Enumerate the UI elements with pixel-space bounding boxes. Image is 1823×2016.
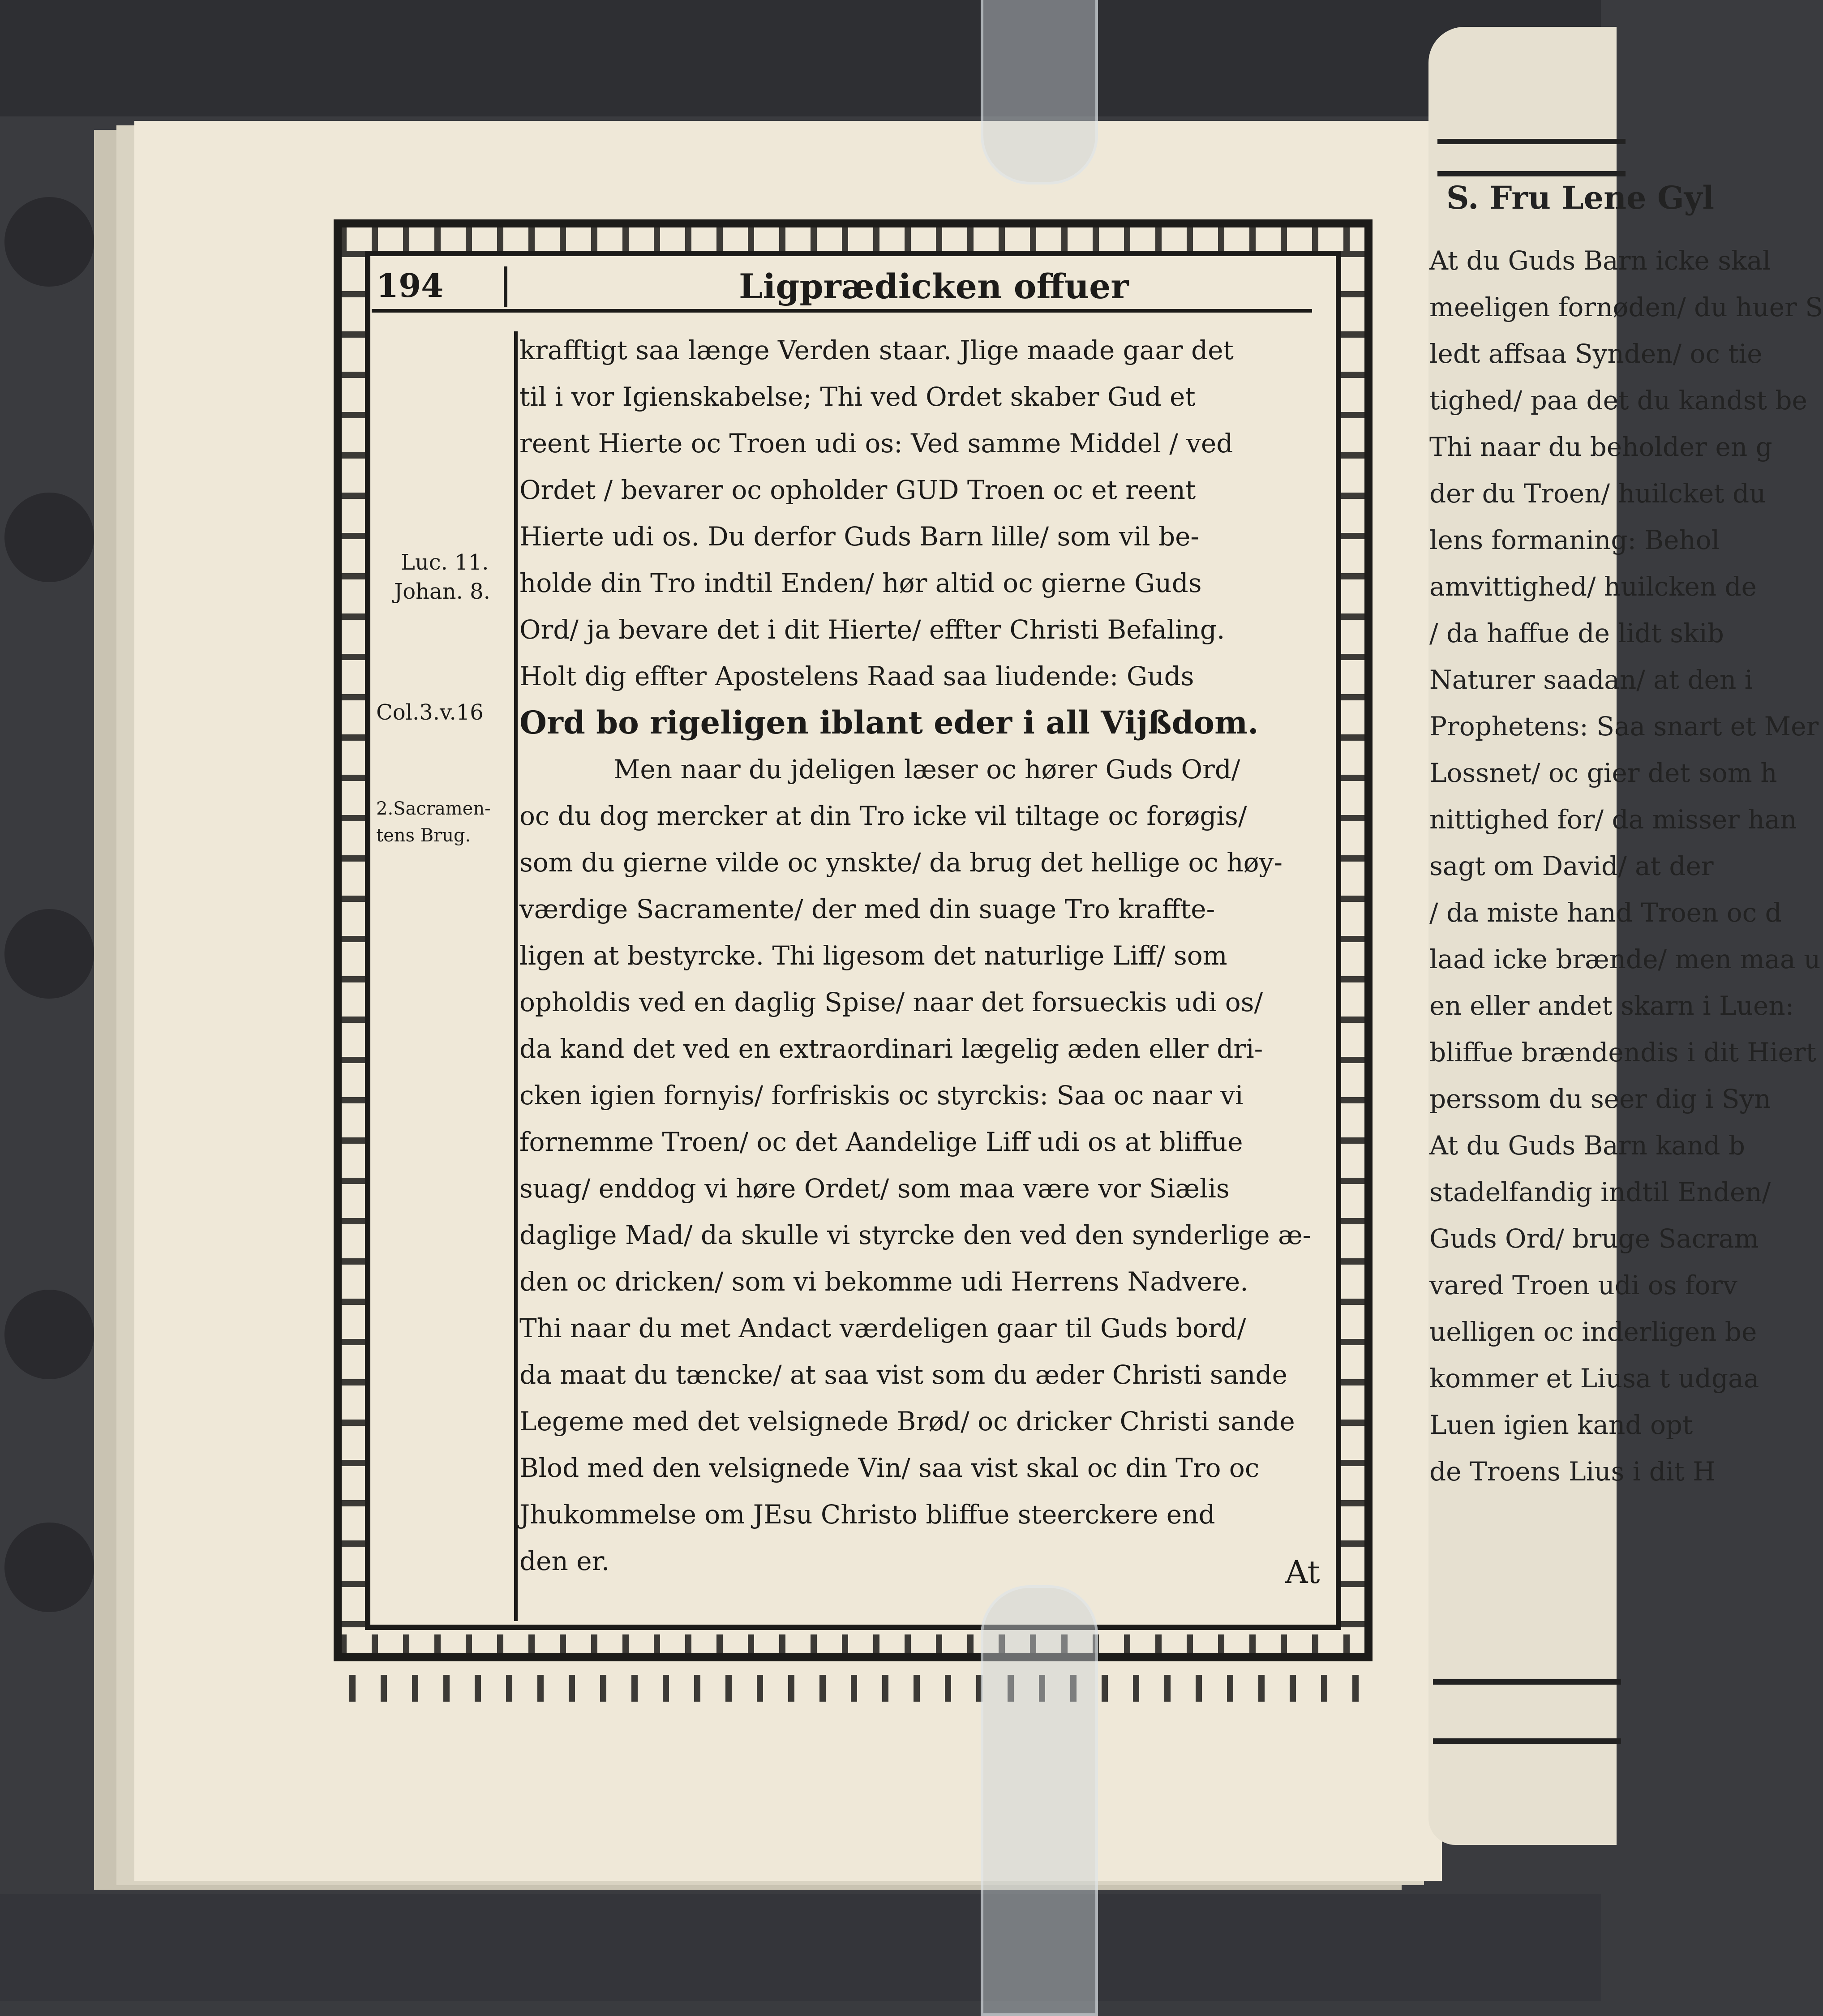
text-line: reent Hierte oc Troen udi os: Ved samme Middel / ved [519,428,1233,459]
text-line: krafftigt saa længe Verden staar. Jlige maade gaar det [519,335,1234,365]
right-page-line: en eller andet skarn i Luen: [1429,991,1794,1021]
header-rule [372,309,1312,313]
right-page-line: meeligen fornøden/ du huer S [1429,292,1823,322]
text-line: den oc dricken/ som vi bekomme udi Herrens Nadvere. [519,1266,1248,1297]
text-line: ligen at bestyrcke. Thi ligesom det naturlige Liff/ som [519,940,1227,971]
binding-tab [4,909,94,999]
text-line: Blod med den velsignede Vin/ saa vist skal oc din Tro oc [519,1453,1260,1483]
right-page-line: de Troens Lius i dit H [1429,1456,1716,1487]
text-line: Hierte udi os. Du derfor Guds Barn lille/ som vil be- [519,521,1199,552]
right-page-line: lens formaning: Behol [1429,525,1720,555]
right-page-line: Guds Ord/ bruge Sacram [1429,1223,1759,1254]
running-header [372,266,1321,307]
dark-background-top [0,0,1601,116]
binding-tab [4,197,94,287]
right-page-border-bottom [1433,1679,1621,1744]
right-page-header: S. Fru Lene Gyl [1446,179,1715,216]
text-line: Ord/ ja bevare det i dit Hierte/ effter Christi Befaling. [519,614,1225,645]
binding-tab [4,1523,94,1612]
right-page-line: ledt affsaa Synden/ oc tie [1429,339,1763,369]
text-line: fornemme Troen/ oc det Aandelige Liff udi os at bliffue [519,1127,1243,1157]
right-page-line: stadelfandig indtil Enden/ [1429,1177,1771,1207]
right-page-line: At du Guds Barn kand b [1429,1130,1746,1161]
text-line: Thi naar du met Andact værdeligen gaar til Guds bord/ [519,1313,1246,1343]
text-line: cken igien fornyis/ forfriskis oc styrckis: Saa oc naar vi [519,1080,1244,1111]
margin-note: tens Brug. [376,825,471,846]
page-clip-bottom [981,1585,1098,2016]
right-page-line: uelligen oc inderligen be [1429,1317,1757,1347]
right-page-line: tighed/ paa det du kandst be [1429,385,1807,416]
right-page-line: nittighed for/ da misser han [1429,804,1797,835]
text-line: opholdis ved en daglig Spise/ naar det forsueckis udi os/ [519,987,1263,1017]
text-line: Jhukommelse om JEsu Christo bliffue steerckere end [519,1499,1215,1530]
margin-note: Col.3.v.16 [376,700,484,725]
right-page-line: Luen igien kand opt [1429,1410,1693,1440]
right-page-line: der du Troen/ huilcket du [1429,478,1766,509]
body-text [519,327,1339,1584]
dark-background-bottom [0,1894,1601,2001]
text-line: daglige Mad/ da skulle vi styrcke den ved den synderlige æ- [519,1220,1312,1250]
header-divider [504,266,507,307]
text-line: holde din Tro indtil Enden/ hør altid oc gierne Guds [519,568,1202,598]
right-page-line: amvittighed/ huilcken de [1429,571,1757,602]
text-line: til i vor Igienskabelse; Thi ved Ordet skaber Gud et [519,382,1196,412]
text-line: Ord bo rigeligen iblant eder i all Vijßdom. [519,704,1259,741]
right-page-border-top [1437,139,1626,176]
text-line: suag/ enddog vi høre Ordet/ som maa være vor Siælis [519,1173,1230,1204]
margin-note: Johan. 8. [394,579,490,604]
right-page [1428,27,1823,1845]
margin-column-rule [514,331,518,1621]
right-page-line: sagt om David/ at der [1429,851,1714,881]
right-page-line: Prophetens: Saa snart et Mer [1429,711,1819,742]
text-line: som du gierne vilde oc ynskte/ da brug det hellige oc høy- [519,847,1283,878]
right-page-line: laad icke brænde/ men maa u [1429,944,1821,974]
right-page-line: kommer et Liusa t udgaa [1429,1363,1759,1394]
right-page-line: vared Troen udi os forv [1429,1270,1737,1300]
text-line: oc du dog mercker at din Tro icke vil tiltage oc forøgis/ [519,801,1247,831]
page-number: 194 [376,266,444,305]
right-page-line: Lossnet/ oc gier det som h [1429,758,1777,788]
page-clip-top [981,0,1098,184]
ornamental-border-bottom-outer [349,1675,1370,1702]
catchword: At [1285,1554,1320,1591]
text-line: Holt dig effter Apostelens Raad saa liudende: Guds [519,661,1194,691]
binding-tab [4,1290,94,1379]
text-line: Men naar du jdeligen læser oc hører Guds Ord/ [613,754,1240,785]
text-line: Legeme med det velsignede Brød/ oc dricker Christi sande [519,1406,1295,1437]
margin-note: 2.Sacramen- [376,798,491,819]
binding-tab [4,493,94,582]
right-page-text [1429,237,1823,1495]
text-line: da kand det ved en extraordinari lægelig æden eller dri- [519,1034,1263,1064]
running-title: Ligprædicken offuer [739,266,1129,306]
text-line: da maat du tæncke/ at saa vist som du æder Christi sande [519,1360,1287,1390]
margin-note: Luc. 11. [401,550,489,575]
right-page-line: Thi naar du beholder en g [1429,432,1772,462]
text-line: Ordet / bevarer oc opholder GUD Troen oc et reent [519,475,1196,505]
right-page-line: At du Guds Barn icke skal [1429,245,1771,276]
text-line: den er. [519,1546,610,1576]
right-page-line: Naturer saadan/ at den i [1429,665,1753,695]
right-page-line: perssom du seer dig i Syn [1429,1084,1771,1114]
right-page-line: / da miste hand Troen oc d [1429,897,1782,928]
right-page-line: / da haffue de lidt skib [1429,618,1724,648]
text-line: værdige Sacramente/ der med din suage Tro kraffte- [519,894,1215,924]
right-page-line: bliffue brændendis i dit Hiert [1429,1037,1816,1068]
